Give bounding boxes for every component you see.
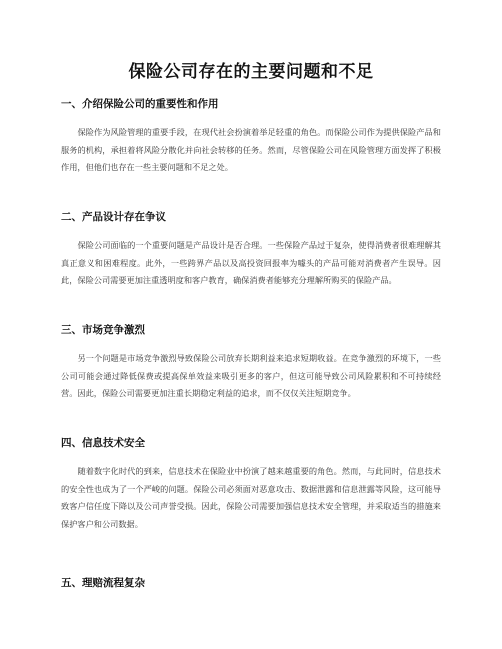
section-it-security [61, 436, 441, 533]
document-title: 保险公司存在的主要问题和不足 [128, 62, 374, 82]
section-paragraph: 保险公司面临的一个重要问题是产品设计是否合理。一些保险产品过于复杂，使得消费者很难理解其真正意义和困难程度。此外，一些跨界产品以及高投资回报率为噱头的产品可能对消费者产生误导。因此，保险公司需要更加注重透明度和客户教育，确保消费者能够充分理解所购买的保险产品。 [61, 240, 441, 286]
section-market-competition [61, 323, 441, 403]
section-heading: 二、产品设计存在争议 [61, 211, 166, 223]
section-heading: 三、市场竞争激烈 [61, 324, 145, 336]
section-heading: 一、介绍保险公司的重要性和作用 [61, 98, 219, 110]
section-claims-process [61, 576, 441, 590]
section-product-design [61, 210, 441, 290]
section-paragraph: 保险作为风险管理的重要手段，在现代社会扮演着举足轻重的角色。而保险公司作为提供保险产品和服务的机构，承担着将风险分散化并向社会转移的任务。然而，尽管保险公司在风险管理方面发挥了积极作用，但他们也存在一些主要问题和不足之处。 [61, 127, 441, 173]
section-paragraph: 随着数字化时代的到来，信息技术在保险业中扮演了越来越重要的角色。然而，与此同时，信息技术的安全性也成为了一个严峻的问题。保险公司必须面对恶意攻击、数据泄露和信息泄露等风险，这可能导致客户信任度下降以及公司声誉受损。因此，保险公司需要加强信息技术安全管理，并采取适当的措施来保护客户和公司数据。 [61, 466, 441, 529]
section-importance [61, 97, 441, 177]
section-heading: 四、信息技术安全 [61, 437, 145, 449]
section-paragraph: 另一个问题是市场竞争激烈导致保险公司放弃长期利益来追求短期收益。在竞争激烈的环境下，一些公司可能会通过降低保费或提高保单效益来吸引更多的客户，但这可能导致公司风险累积和不可持续经营。因此，保险公司需要更加注重长期稳定利益的追求，而不仅仅关注短期竞争。 [61, 353, 441, 399]
section-heading: 五、理赔流程复杂 [61, 577, 145, 589]
